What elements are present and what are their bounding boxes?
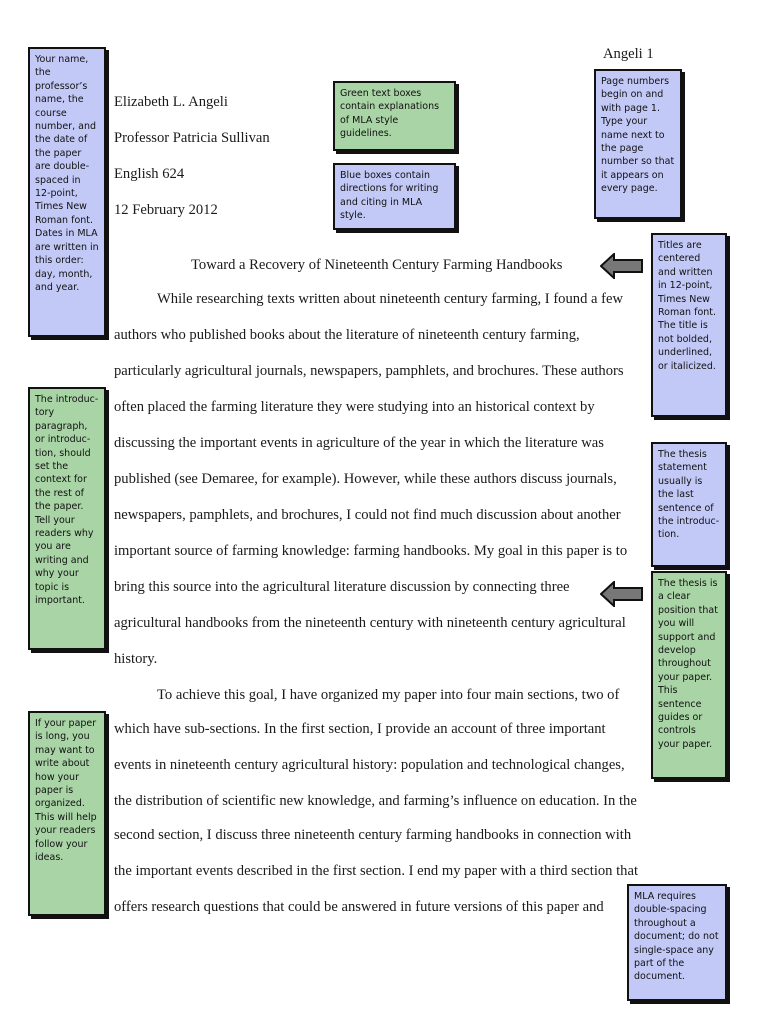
running-head: Angeli 1 xyxy=(603,46,654,62)
body-line: often placed the farming literature they were studying into an historical context by xyxy=(114,399,595,415)
body-line: newspapers, pamphlets, and brochures, I could not find much discussion about another xyxy=(114,507,621,523)
left-arrow-icon xyxy=(600,581,644,607)
body-line: bring this source into the agricultural literature discussion by connecting three xyxy=(114,579,570,595)
heading-info-note: Your name, the professor’s name, the course number, and the date of the paper are double-spaced in 12-point, Times New Roman font. Dates in MLA are written in this order: day, month, and year. xyxy=(28,47,106,337)
body-line: published (see Demaree, for example). However, while these authors discuss journals, xyxy=(114,471,617,487)
body-line: important source of farming knowledge: farming handbooks. My goal in this paper is to xyxy=(114,543,628,559)
body-line: discussing the important events in agriculture of the year in which the literature was xyxy=(114,435,604,451)
body-line: To achieve this goal, I have organized my paper into four main sections, two of xyxy=(157,687,620,703)
body-line: which have sub-sections. In the first section, I provide an account of three important xyxy=(114,721,606,737)
body-line: history. xyxy=(114,651,158,667)
double-spacing-note: MLA requires double-spacing throughout a document; do not single-space any part of the document. xyxy=(627,884,727,1001)
body-line: the important events described in the first section. I end my paper with a third section that xyxy=(114,863,639,879)
professor-name: Professor Patricia Sullivan xyxy=(114,130,270,146)
body-line: offers research questions that could be answered in future versions of this paper and xyxy=(114,899,604,915)
green-legend-note: Green text boxes contain explanations of MLA style guidelines. xyxy=(333,81,456,151)
titles-note: Titles are centered and written in 12-point, Times New Roman font. The title is not bolded, underlined, or italicized. xyxy=(651,233,727,417)
body-line: second section, I discuss three nineteenth century farming handbooks in connection with xyxy=(114,827,632,843)
body-line: events in nineteenth century agricultural history: population and technological changes, xyxy=(114,757,625,773)
blue-legend-note: Blue boxes contain directions for writing and citing in MLA style. xyxy=(333,163,456,230)
paper-title: Toward a Recovery of Nineteenth Century Farming Handbooks xyxy=(191,257,563,273)
paper-date: 12 February 2012 xyxy=(114,202,218,218)
page-numbers-note: Page numbers begin on and with page 1. Type your name next to the page number so that it appears on every page. xyxy=(594,69,682,219)
thesis-last-note: The thesis statement usually is the last sentence of the introduc-tion. xyxy=(651,442,727,567)
body-line: agricultural handbooks from the nineteenth century with nineteenth century agricultural xyxy=(114,615,626,631)
author-name: Elizabeth L. Angeli xyxy=(114,94,228,110)
body-line: While researching texts written about nineteenth century farming, I found a few xyxy=(157,291,624,307)
long-paper-note: If your paper is long, you may want to write about how your paper is organized. This will help your readers follow your ideas. xyxy=(28,711,106,916)
left-arrow-icon xyxy=(600,253,644,279)
body-line: particularly agricultural journals, newspapers, pamphlets, and brochures. These authors xyxy=(114,363,624,379)
thesis-clear-note: The thesis is a clear position that you will support and develop throughout your paper. This sentence guides or controls your paper. xyxy=(651,571,727,779)
body-line: authors who published books about the literature of nineteenth century farming, xyxy=(114,327,580,343)
intro-note: The introduc-tory paragraph, or introduc-tion, should set the context for the rest of the paper. Tell your readers why you are writing and why your topic is important. xyxy=(28,387,106,650)
body-line: the distribution of scientific new knowledge, and farming’s influence on education. In the xyxy=(114,793,637,809)
course-number: English 624 xyxy=(114,166,185,182)
